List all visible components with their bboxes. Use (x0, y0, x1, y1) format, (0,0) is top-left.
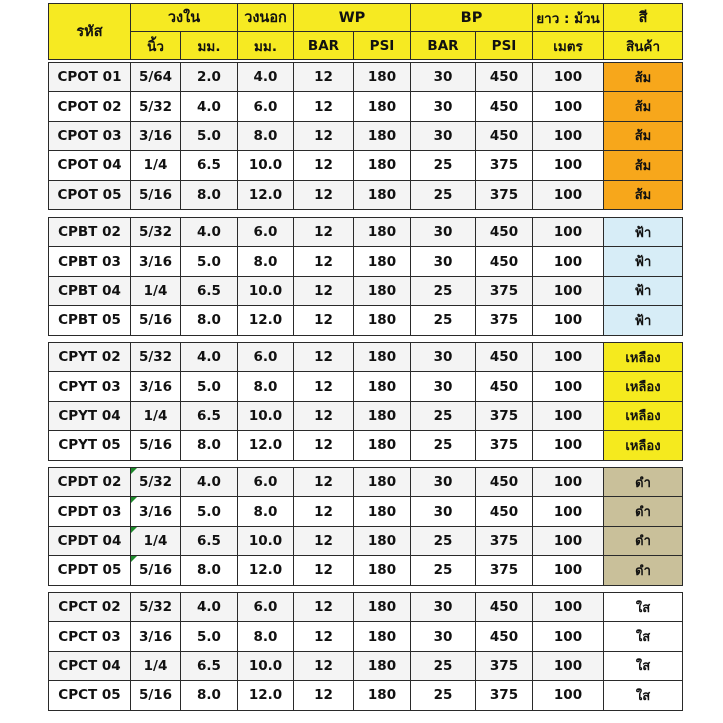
wp-bar-cell: 12 (294, 681, 354, 710)
outer-mm-cell: 6.0 (238, 468, 294, 497)
code-cell: CPCT 05 (49, 681, 131, 710)
header-bp-psi: PSI (476, 32, 533, 60)
header-length: ยาว : ม้วน (533, 4, 604, 32)
inner-inch-cell: 5/16 (131, 180, 181, 209)
inner-inch-cell: 3/16 (131, 372, 181, 401)
code-cell: CPYT 05 (49, 431, 131, 460)
bp-psi-cell: 450 (476, 121, 533, 150)
inner-inch-cell: 5/16 (131, 556, 181, 585)
length-cell: 100 (533, 401, 604, 430)
table-row (49, 218, 683, 247)
wp-psi-cell: 180 (354, 431, 411, 460)
outer-mm-cell: 4.0 (238, 63, 294, 92)
header-color-sub: สินค้า (604, 32, 683, 60)
code-cell: CPDT 04 (49, 526, 131, 555)
wp-psi-cell: 180 (354, 180, 411, 209)
color-cell: ใส (604, 593, 683, 622)
color-cell: ดำ (604, 497, 683, 526)
product-group-orange (48, 62, 683, 210)
color-cell: ดำ (604, 468, 683, 497)
outer-mm-cell: 8.0 (238, 372, 294, 401)
length-cell: 100 (533, 593, 604, 622)
inner-mm-cell: 5.0 (181, 497, 238, 526)
inner-mm-cell: 6.5 (181, 151, 238, 180)
code-cell: CPDT 02 (49, 468, 131, 497)
table-row (49, 92, 683, 121)
header-inner-inch: นิ้ว (131, 32, 181, 60)
color-cell: ฟ้า (604, 218, 683, 247)
wp-bar-cell: 12 (294, 526, 354, 555)
wp-psi-cell: 180 (354, 151, 411, 180)
wp-psi-cell: 180 (354, 526, 411, 555)
inner-inch-cell: 5/32 (131, 468, 181, 497)
header-working-pressure: WP (294, 4, 411, 32)
length-cell: 100 (533, 247, 604, 276)
inner-mm-cell: 4.0 (181, 343, 238, 372)
bp-bar-cell: 30 (411, 63, 476, 92)
outer-mm-cell: 10.0 (238, 151, 294, 180)
table-row (49, 497, 683, 526)
table-row (49, 651, 683, 680)
inner-inch-cell: 5/32 (131, 218, 181, 247)
inner-inch-cell: 5/16 (131, 431, 181, 460)
wp-bar-cell: 12 (294, 622, 354, 651)
color-cell: ส้ม (604, 121, 683, 150)
inner-mm-cell: 5.0 (181, 121, 238, 150)
code-cell: CPCT 03 (49, 622, 131, 651)
bp-bar-cell: 30 (411, 468, 476, 497)
inner-inch-cell: 1/4 (131, 276, 181, 305)
length-cell: 100 (533, 526, 604, 555)
length-cell: 100 (533, 556, 604, 585)
inner-inch-cell: 3/16 (131, 247, 181, 276)
length-cell: 100 (533, 497, 604, 526)
wp-psi-cell: 180 (354, 63, 411, 92)
length-cell: 100 (533, 180, 604, 209)
inner-mm-cell: 8.0 (181, 556, 238, 585)
wp-psi-cell: 180 (354, 372, 411, 401)
bp-bar-cell: 25 (411, 180, 476, 209)
outer-mm-cell: 8.0 (238, 247, 294, 276)
length-cell: 100 (533, 468, 604, 497)
inner-inch-cell: 5/32 (131, 343, 181, 372)
bp-bar-cell: 30 (411, 121, 476, 150)
bp-bar-cell: 25 (411, 431, 476, 460)
outer-mm-cell: 10.0 (238, 276, 294, 305)
header-inner-diameter: วงใน (131, 4, 238, 32)
bp-bar-cell: 25 (411, 526, 476, 555)
header-code: รหัส (49, 4, 131, 60)
inner-mm-cell: 8.0 (181, 431, 238, 460)
code-cell: CPYT 04 (49, 401, 131, 430)
bp-bar-cell: 25 (411, 556, 476, 585)
wp-psi-cell: 180 (354, 343, 411, 372)
code-cell: CPOT 03 (49, 121, 131, 150)
outer-mm-cell: 12.0 (238, 306, 294, 335)
length-cell: 100 (533, 681, 604, 710)
wp-psi-cell: 180 (354, 651, 411, 680)
color-cell: ส้ม (604, 92, 683, 121)
length-cell: 100 (533, 651, 604, 680)
color-cell: เหลือง (604, 431, 683, 460)
table-row (49, 431, 683, 460)
wp-bar-cell: 12 (294, 276, 354, 305)
code-cell: CPDT 03 (49, 497, 131, 526)
bp-bar-cell: 25 (411, 681, 476, 710)
outer-mm-cell: 6.0 (238, 218, 294, 247)
bp-bar-cell: 25 (411, 306, 476, 335)
outer-mm-cell: 6.0 (238, 92, 294, 121)
table-row (49, 468, 683, 497)
length-cell: 100 (533, 63, 604, 92)
wp-bar-cell: 12 (294, 372, 354, 401)
bp-psi-cell: 375 (476, 151, 533, 180)
wp-bar-cell: 12 (294, 218, 354, 247)
bp-psi-cell: 450 (476, 622, 533, 651)
table-row (49, 593, 683, 622)
table-row (49, 306, 683, 335)
inner-inch-cell: 5/32 (131, 593, 181, 622)
header-length-unit: เมตร (533, 32, 604, 60)
header-wp-psi: PSI (354, 32, 411, 60)
wp-psi-cell: 180 (354, 681, 411, 710)
length-cell: 100 (533, 276, 604, 305)
inner-mm-cell: 8.0 (181, 681, 238, 710)
wp-psi-cell: 180 (354, 497, 411, 526)
bp-psi-cell: 375 (476, 431, 533, 460)
wp-bar-cell: 12 (294, 247, 354, 276)
inner-mm-cell: 5.0 (181, 247, 238, 276)
header-wp-bar: BAR (294, 32, 354, 60)
product-group-blue (48, 217, 683, 336)
inner-inch-cell: 5/32 (131, 92, 181, 121)
length-cell: 100 (533, 121, 604, 150)
color-cell: เหลือง (604, 343, 683, 372)
table-row (49, 343, 683, 372)
bp-psi-cell: 450 (476, 92, 533, 121)
bp-psi-cell: 375 (476, 276, 533, 305)
wp-bar-cell: 12 (294, 593, 354, 622)
wp-psi-cell: 180 (354, 401, 411, 430)
bp-psi-cell: 450 (476, 343, 533, 372)
color-cell: ใส (604, 681, 683, 710)
outer-mm-cell: 10.0 (238, 401, 294, 430)
outer-mm-cell: 8.0 (238, 497, 294, 526)
inner-inch-cell: 5/64 (131, 63, 181, 92)
wp-psi-cell: 180 (354, 247, 411, 276)
outer-mm-cell: 10.0 (238, 651, 294, 680)
bp-bar-cell: 30 (411, 92, 476, 121)
length-cell: 100 (533, 306, 604, 335)
table-row (49, 401, 683, 430)
bp-psi-cell: 375 (476, 556, 533, 585)
bp-psi-cell: 450 (476, 247, 533, 276)
bp-psi-cell: 375 (476, 651, 533, 680)
wp-psi-cell: 180 (354, 468, 411, 497)
table-row (49, 276, 683, 305)
code-cell: CPBT 03 (49, 247, 131, 276)
inner-mm-cell: 8.0 (181, 306, 238, 335)
inner-mm-cell: 4.0 (181, 468, 238, 497)
bp-bar-cell: 30 (411, 622, 476, 651)
inner-inch-cell: 3/16 (131, 121, 181, 150)
bp-bar-cell: 30 (411, 372, 476, 401)
code-cell: CPOT 01 (49, 63, 131, 92)
length-cell: 100 (533, 343, 604, 372)
bp-psi-cell: 450 (476, 497, 533, 526)
wp-bar-cell: 12 (294, 651, 354, 680)
outer-mm-cell: 12.0 (238, 180, 294, 209)
bp-psi-cell: 375 (476, 306, 533, 335)
inner-inch-cell: 1/4 (131, 526, 181, 555)
code-cell: CPCT 02 (49, 593, 131, 622)
bp-psi-cell: 450 (476, 218, 533, 247)
wp-psi-cell: 180 (354, 622, 411, 651)
table-row (49, 63, 683, 92)
bp-bar-cell: 30 (411, 497, 476, 526)
bp-bar-cell: 30 (411, 343, 476, 372)
wp-psi-cell: 180 (354, 556, 411, 585)
wp-bar-cell: 12 (294, 63, 354, 92)
inner-inch-cell: 3/16 (131, 497, 181, 526)
code-cell: CPYT 02 (49, 343, 131, 372)
bp-psi-cell: 450 (476, 63, 533, 92)
inner-mm-cell: 6.5 (181, 526, 238, 555)
outer-mm-cell: 8.0 (238, 622, 294, 651)
outer-mm-cell: 8.0 (238, 121, 294, 150)
wp-bar-cell: 12 (294, 306, 354, 335)
inner-inch-cell: 1/4 (131, 151, 181, 180)
code-cell: CPBT 02 (49, 218, 131, 247)
header-color: สี (604, 4, 683, 32)
color-cell: เหลือง (604, 401, 683, 430)
bp-psi-cell: 450 (476, 593, 533, 622)
product-group-clear (48, 592, 683, 711)
outer-mm-cell: 6.0 (238, 343, 294, 372)
inner-inch-cell: 1/4 (131, 401, 181, 430)
length-cell: 100 (533, 92, 604, 121)
color-cell: ดำ (604, 526, 683, 555)
inner-mm-cell: 8.0 (181, 180, 238, 209)
outer-mm-cell: 12.0 (238, 556, 294, 585)
color-cell: ใส (604, 651, 683, 680)
code-cell: CPCT 04 (49, 651, 131, 680)
wp-bar-cell: 12 (294, 180, 354, 209)
color-cell: ฟ้า (604, 276, 683, 305)
bp-bar-cell: 30 (411, 218, 476, 247)
inner-mm-cell: 6.5 (181, 651, 238, 680)
color-cell: เหลือง (604, 372, 683, 401)
color-cell: ดำ (604, 556, 683, 585)
inner-mm-cell: 4.0 (181, 92, 238, 121)
table-row (49, 681, 683, 710)
table-row (49, 556, 683, 585)
length-cell: 100 (533, 218, 604, 247)
color-cell: ส้ม (604, 180, 683, 209)
length-cell: 100 (533, 622, 604, 651)
wp-psi-cell: 180 (354, 306, 411, 335)
wp-bar-cell: 12 (294, 401, 354, 430)
length-cell: 100 (533, 431, 604, 460)
header-burst-pressure: BP (411, 4, 533, 32)
code-cell: CPOT 04 (49, 151, 131, 180)
wp-bar-cell: 12 (294, 151, 354, 180)
bp-bar-cell: 25 (411, 401, 476, 430)
color-cell: ฟ้า (604, 247, 683, 276)
header-inner-mm: มม. (181, 32, 238, 60)
length-cell: 100 (533, 151, 604, 180)
outer-mm-cell: 6.0 (238, 593, 294, 622)
outer-mm-cell: 12.0 (238, 681, 294, 710)
inner-inch-cell: 5/16 (131, 306, 181, 335)
bp-psi-cell: 450 (476, 468, 533, 497)
table-row (49, 121, 683, 150)
bp-bar-cell: 25 (411, 151, 476, 180)
inner-mm-cell: 4.0 (181, 218, 238, 247)
table-row (49, 180, 683, 209)
inner-mm-cell: 5.0 (181, 622, 238, 651)
code-cell: CPOT 05 (49, 180, 131, 209)
table-row (49, 622, 683, 651)
wp-psi-cell: 180 (354, 92, 411, 121)
product-group-khaki (48, 467, 683, 586)
bp-psi-cell: 375 (476, 401, 533, 430)
wp-bar-cell: 12 (294, 468, 354, 497)
bp-psi-cell: 450 (476, 372, 533, 401)
bp-bar-cell: 30 (411, 593, 476, 622)
inner-mm-cell: 4.0 (181, 593, 238, 622)
header-outer-diameter: วงนอก (238, 4, 294, 32)
bp-bar-cell: 25 (411, 276, 476, 305)
inner-mm-cell: 2.0 (181, 63, 238, 92)
code-cell: CPOT 02 (49, 92, 131, 121)
bp-psi-cell: 375 (476, 526, 533, 555)
color-cell: ใส (604, 622, 683, 651)
bp-psi-cell: 375 (476, 681, 533, 710)
wp-bar-cell: 12 (294, 556, 354, 585)
wp-bar-cell: 12 (294, 121, 354, 150)
color-cell: ส้ม (604, 63, 683, 92)
code-cell: CPYT 03 (49, 372, 131, 401)
length-cell: 100 (533, 372, 604, 401)
wp-bar-cell: 12 (294, 343, 354, 372)
wp-psi-cell: 180 (354, 276, 411, 305)
product-group-yellow (48, 342, 683, 461)
code-cell: CPBT 04 (49, 276, 131, 305)
color-cell: ฟ้า (604, 306, 683, 335)
inner-mm-cell: 6.5 (181, 276, 238, 305)
wp-psi-cell: 180 (354, 593, 411, 622)
outer-mm-cell: 10.0 (238, 526, 294, 555)
inner-mm-cell: 5.0 (181, 372, 238, 401)
table-row (49, 151, 683, 180)
color-cell: ส้ม (604, 151, 683, 180)
header-outer-mm: มม. (238, 32, 294, 60)
wp-psi-cell: 180 (354, 121, 411, 150)
wp-bar-cell: 12 (294, 431, 354, 460)
inner-mm-cell: 6.5 (181, 401, 238, 430)
code-cell: CPBT 05 (49, 306, 131, 335)
bp-bar-cell: 25 (411, 651, 476, 680)
wp-bar-cell: 12 (294, 92, 354, 121)
wp-psi-cell: 180 (354, 218, 411, 247)
header-bp-bar: BAR (411, 32, 476, 60)
bp-psi-cell: 375 (476, 180, 533, 209)
code-cell: CPDT 05 (49, 556, 131, 585)
table-row (49, 247, 683, 276)
table-row (49, 372, 683, 401)
table-row (49, 526, 683, 555)
inner-inch-cell: 1/4 (131, 651, 181, 680)
wp-bar-cell: 12 (294, 497, 354, 526)
outer-mm-cell: 12.0 (238, 431, 294, 460)
spec-table-header (48, 3, 683, 60)
inner-inch-cell: 3/16 (131, 622, 181, 651)
inner-inch-cell: 5/16 (131, 681, 181, 710)
bp-bar-cell: 30 (411, 247, 476, 276)
